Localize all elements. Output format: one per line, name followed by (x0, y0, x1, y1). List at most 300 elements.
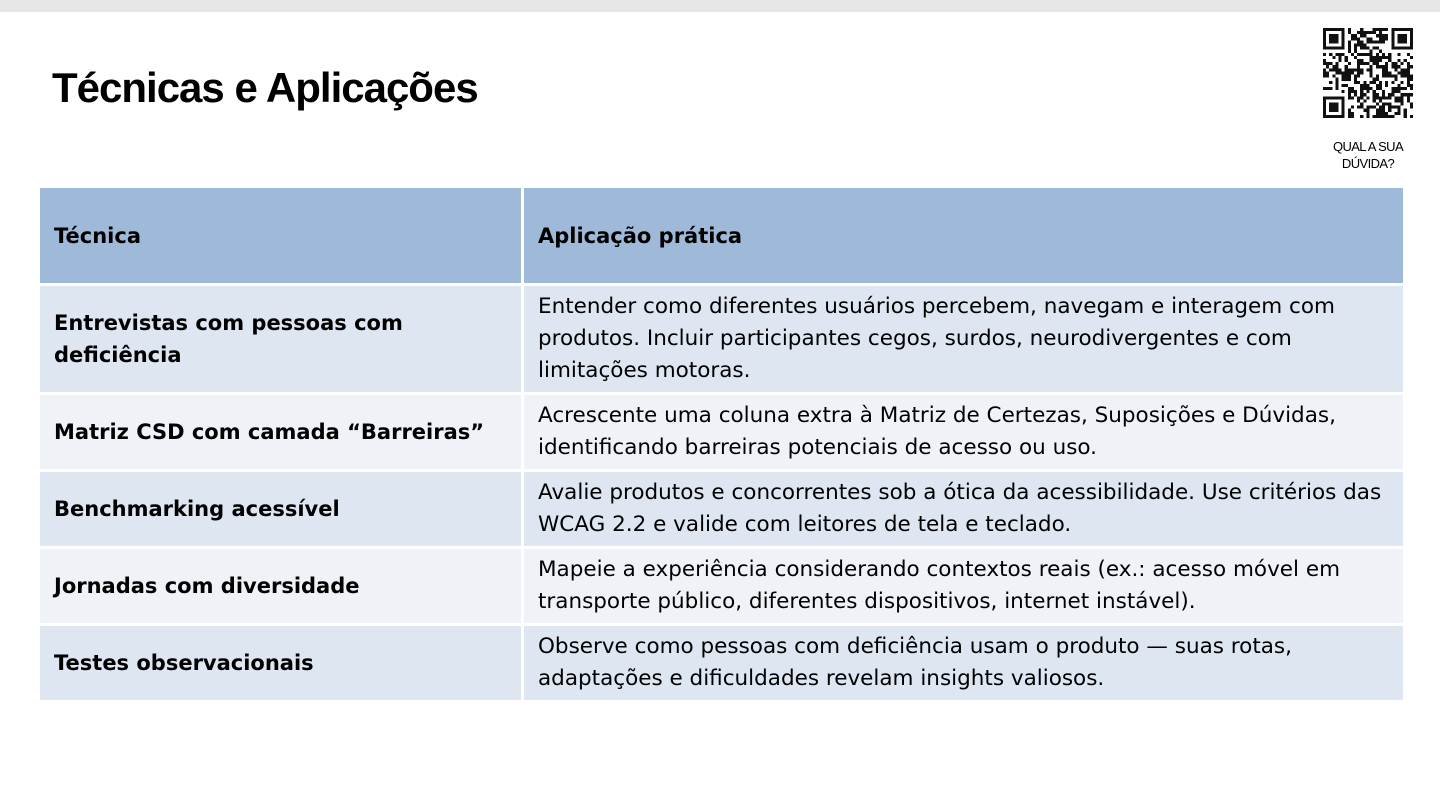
qr-module (1379, 81, 1382, 84)
qr-module (1407, 84, 1410, 87)
qr-module (1357, 75, 1360, 78)
qr-module (1382, 68, 1385, 71)
qr-module (1410, 28, 1413, 31)
qr-module (1339, 71, 1342, 74)
qr-module (1366, 109, 1369, 112)
qr-caption-line-2: DÚVIDA? (1341, 156, 1395, 171)
qr-module (1410, 56, 1413, 59)
qr-module (1404, 115, 1407, 118)
table-row (39, 548, 1405, 625)
qr-module (1348, 40, 1351, 43)
qr-module (1379, 106, 1382, 109)
qr-module (1370, 50, 1373, 53)
qr-module (1342, 53, 1345, 56)
qr-module (1342, 75, 1345, 78)
qr-module (1379, 50, 1382, 53)
qr-module (1401, 28, 1404, 31)
qr-module (1391, 28, 1394, 31)
qr-module (1370, 56, 1373, 59)
qr-module (1323, 28, 1326, 31)
qr-module (1382, 56, 1385, 59)
qr-module (1329, 28, 1332, 31)
qr-module (1323, 106, 1326, 109)
qr-module (1391, 37, 1394, 40)
qr-module (1360, 47, 1363, 50)
qr-module (1363, 53, 1366, 56)
qr-module (1370, 81, 1373, 84)
qr-module (1366, 96, 1369, 99)
qr-module (1404, 112, 1407, 115)
qr-module (1360, 62, 1363, 65)
qr-module (1323, 47, 1326, 50)
qr-module (1370, 37, 1373, 40)
qr-module (1329, 47, 1332, 50)
qr-module (1363, 47, 1366, 50)
qr-module (1351, 106, 1354, 109)
qr-module (1376, 65, 1379, 68)
techniques-table (37, 185, 1406, 703)
qr-module (1379, 40, 1382, 43)
qr-module (1357, 31, 1360, 34)
qr-module (1407, 78, 1410, 81)
qr-module (1407, 65, 1410, 68)
qr-module (1342, 40, 1345, 43)
qr-module (1332, 75, 1335, 78)
qr-module (1391, 47, 1394, 50)
technique-cell: Matriz CSD com camada “Barreiras” (39, 394, 523, 471)
qr-module (1363, 87, 1366, 90)
qr-module (1373, 99, 1376, 102)
qr-module (1332, 109, 1335, 112)
qr-module (1326, 28, 1329, 31)
qr-module (1401, 40, 1404, 43)
qr-module (1323, 112, 1326, 115)
qr-module (1404, 93, 1407, 96)
qr-module (1385, 37, 1388, 40)
qr-module (1373, 93, 1376, 96)
qr-module (1360, 68, 1363, 71)
qr-module (1332, 102, 1335, 105)
qr-module (1404, 59, 1407, 62)
qr-module (1397, 99, 1400, 102)
qr-module (1345, 56, 1348, 59)
qr-module (1388, 59, 1391, 62)
qr-module (1363, 81, 1366, 84)
qr-module (1348, 90, 1351, 93)
qr-module (1379, 109, 1382, 112)
qr-module (1357, 62, 1360, 65)
qr-module (1397, 87, 1400, 90)
qr-module (1394, 28, 1397, 31)
qr-module (1366, 31, 1369, 34)
qr-module (1354, 90, 1357, 93)
qr-module (1357, 68, 1360, 71)
qr-module (1357, 106, 1360, 109)
qr-module (1385, 112, 1388, 115)
qr-module (1376, 75, 1379, 78)
qr-module (1354, 93, 1357, 96)
qr-module (1397, 65, 1400, 68)
qr-module (1382, 96, 1385, 99)
qr-module (1401, 81, 1404, 84)
header-application: Aplicação prática (523, 187, 1405, 285)
qr-module (1360, 71, 1363, 74)
qr-module (1385, 115, 1388, 118)
qr-module (1373, 47, 1376, 50)
qr-module (1385, 65, 1388, 68)
qr-module (1370, 53, 1373, 56)
qr-module (1388, 75, 1391, 78)
qr-module (1376, 59, 1379, 62)
qr-module (1323, 40, 1326, 43)
qr-module (1335, 68, 1338, 71)
qr-module (1379, 84, 1382, 87)
qr-module (1354, 44, 1357, 47)
qr-module (1404, 28, 1407, 31)
qr-module (1354, 81, 1357, 84)
qr-module (1373, 56, 1376, 59)
qr-module (1348, 31, 1351, 34)
qr-module (1379, 87, 1382, 90)
qr-module (1360, 106, 1363, 109)
qr-module (1394, 68, 1397, 71)
qr-module (1326, 65, 1329, 68)
qr-module (1335, 47, 1338, 50)
qr-module (1366, 84, 1369, 87)
qr-module (1373, 96, 1376, 99)
qr-module (1342, 115, 1345, 118)
qr-module (1382, 34, 1385, 37)
qr-module (1332, 56, 1335, 59)
qr-module (1373, 78, 1376, 81)
qr-module (1360, 84, 1363, 87)
qr-module (1391, 115, 1394, 118)
qr-code-icon (1323, 28, 1413, 118)
qr-module (1332, 106, 1335, 109)
qr-module (1360, 53, 1363, 56)
qr-module (1323, 37, 1326, 40)
qr-module (1397, 84, 1400, 87)
qr-module (1385, 34, 1388, 37)
qr-module (1373, 115, 1376, 118)
qr-module (1329, 81, 1332, 84)
qr-module (1351, 53, 1354, 56)
qr-module (1407, 62, 1410, 65)
qr-module (1366, 53, 1369, 56)
qr-module (1391, 87, 1394, 90)
qr-module (1363, 84, 1366, 87)
qr-module (1397, 106, 1400, 109)
qr-module (1391, 90, 1394, 93)
qr-module (1388, 96, 1391, 99)
qr-module (1385, 56, 1388, 59)
qr-module (1323, 59, 1326, 62)
qr-module (1379, 99, 1382, 102)
qr-module (1335, 81, 1338, 84)
qr-module (1329, 109, 1332, 112)
qr-module (1370, 71, 1373, 74)
qr-module (1335, 102, 1338, 105)
qr-module (1376, 28, 1379, 31)
application-cell: Mapeie a experiência considerando contextos reais (ex.: acesso móvel em transporte público, diferentes dispositivos, internet instável). (523, 548, 1405, 625)
qr-module (1348, 75, 1351, 78)
qr-module (1410, 106, 1413, 109)
qr-module (1363, 109, 1366, 112)
qr-module (1366, 62, 1369, 65)
qr-module (1366, 40, 1369, 43)
qr-module (1401, 99, 1404, 102)
qr-module (1348, 28, 1351, 31)
qr-module (1357, 81, 1360, 84)
qr-module (1407, 53, 1410, 56)
qr-module (1376, 47, 1379, 50)
qr-module (1376, 109, 1379, 112)
qr-module (1326, 87, 1329, 90)
qr-module (1323, 109, 1326, 112)
qr-module (1376, 62, 1379, 65)
qr-module (1360, 34, 1363, 37)
application-cell: Acrescente uma coluna extra à Matriz de Certezas, Suposições e Dúvidas, identificando barreiras potenciais de acesso ou uso. (523, 394, 1405, 471)
qr-module (1335, 28, 1338, 31)
qr-module (1357, 37, 1360, 40)
qr-module (1342, 106, 1345, 109)
qr-module (1339, 59, 1342, 62)
qr-module (1407, 28, 1410, 31)
qr-module (1360, 59, 1363, 62)
qr-module (1376, 84, 1379, 87)
qr-module (1382, 115, 1385, 118)
qr-module (1332, 47, 1335, 50)
qr-module (1391, 40, 1394, 43)
qr-module (1329, 115, 1332, 118)
qr-module (1363, 34, 1366, 37)
qr-module (1394, 90, 1397, 93)
qr-module (1329, 106, 1332, 109)
qr-module (1397, 71, 1400, 74)
qr-module (1379, 115, 1382, 118)
qr-module (1376, 56, 1379, 59)
qr-module (1329, 62, 1332, 65)
technique-cell: Jornadas com diversidade (39, 548, 523, 625)
qr-module (1348, 112, 1351, 115)
qr-module (1370, 68, 1373, 71)
qr-module (1394, 78, 1397, 81)
qr-module (1410, 40, 1413, 43)
technique-cell: Entrevistas com pessoas com deficiência (39, 285, 523, 394)
qr-module (1397, 90, 1400, 93)
qr-module (1401, 102, 1404, 105)
qr-module (1382, 40, 1385, 43)
qr-module (1382, 109, 1385, 112)
qr-module (1339, 47, 1342, 50)
qr-module (1354, 68, 1357, 71)
qr-module (1339, 115, 1342, 118)
qr-module (1326, 62, 1329, 65)
qr-module (1410, 44, 1413, 47)
qr-module (1357, 44, 1360, 47)
qr-module (1329, 40, 1332, 43)
qr-module (1379, 37, 1382, 40)
qr-module (1404, 37, 1407, 40)
qr-module (1379, 56, 1382, 59)
qr-module (1397, 96, 1400, 99)
qr-module (1382, 93, 1385, 96)
qr-module (1401, 96, 1404, 99)
qr-module (1342, 84, 1345, 87)
qr-module (1342, 112, 1345, 115)
qr-module (1410, 84, 1413, 87)
qr-module (1370, 106, 1373, 109)
qr-module (1397, 47, 1400, 50)
qr-module (1388, 93, 1391, 96)
qr-module (1397, 34, 1400, 37)
qr-module (1397, 59, 1400, 62)
qr-module (1360, 93, 1363, 96)
qr-module (1360, 44, 1363, 47)
qr-module (1345, 65, 1348, 68)
qr-module (1385, 84, 1388, 87)
qr-module (1339, 96, 1342, 99)
qr-module (1357, 40, 1360, 43)
qr-module (1394, 65, 1397, 68)
qr-module (1357, 59, 1360, 62)
qr-module (1394, 47, 1397, 50)
qr-module (1329, 96, 1332, 99)
qr-module (1345, 71, 1348, 74)
qr-module (1376, 102, 1379, 105)
header-technique: Técnica (39, 187, 523, 285)
qr-module (1410, 31, 1413, 34)
qr-module (1363, 93, 1366, 96)
qr-module (1335, 106, 1338, 109)
qr-module (1326, 71, 1329, 74)
qr-module (1370, 40, 1373, 43)
qr-module (1376, 112, 1379, 115)
qr-module (1410, 75, 1413, 78)
qr-module (1376, 115, 1379, 118)
qr-module (1342, 44, 1345, 47)
qr-module (1391, 31, 1394, 34)
qr-module (1345, 68, 1348, 71)
qr-module (1382, 71, 1385, 74)
qr-module (1342, 109, 1345, 112)
qr-module (1332, 40, 1335, 43)
qr-module (1391, 75, 1394, 78)
qr-module (1401, 87, 1404, 90)
qr-module (1397, 109, 1400, 112)
qr-module (1329, 53, 1332, 56)
qr-module (1366, 112, 1369, 115)
qr-module (1351, 37, 1354, 40)
technique-cell: Testes observacionais (39, 625, 523, 702)
qr-module (1363, 44, 1366, 47)
qr-module (1335, 40, 1338, 43)
table-row (39, 394, 1405, 471)
qr-module (1348, 47, 1351, 50)
qr-module (1407, 93, 1410, 96)
qr-module (1354, 78, 1357, 81)
qr-module (1410, 47, 1413, 50)
qr-module (1326, 75, 1329, 78)
qr-module (1404, 34, 1407, 37)
qr-module (1373, 81, 1376, 84)
qr-module (1363, 62, 1366, 65)
qr-module (1401, 93, 1404, 96)
qr-module (1407, 99, 1410, 102)
qr-module (1363, 99, 1366, 102)
qr-module (1323, 96, 1326, 99)
qr-module (1391, 65, 1394, 68)
qr-module (1323, 31, 1326, 34)
qr-module (1332, 34, 1335, 37)
technique-cell: Benchmarking acessível (39, 471, 523, 548)
qr-module (1404, 87, 1407, 90)
qr-module (1332, 115, 1335, 118)
qr-module (1342, 96, 1345, 99)
qr-module (1401, 68, 1404, 71)
qr-module (1370, 75, 1373, 78)
qr-module (1360, 90, 1363, 93)
qr-module (1335, 71, 1338, 74)
qr-module (1323, 34, 1326, 37)
qr-module (1326, 96, 1329, 99)
qr-block (1316, 28, 1420, 172)
qr-module (1360, 31, 1363, 34)
qr-module (1376, 78, 1379, 81)
qr-module (1323, 115, 1326, 118)
qr-module (1323, 71, 1326, 74)
qr-module (1335, 84, 1338, 87)
table-row (39, 625, 1405, 702)
qr-module (1379, 31, 1382, 34)
qr-module (1335, 78, 1338, 81)
qr-module (1404, 75, 1407, 78)
qr-module (1373, 62, 1376, 65)
qr-module (1348, 109, 1351, 112)
qr-module (1366, 115, 1369, 118)
qr-module (1385, 96, 1388, 99)
qr-module (1335, 115, 1338, 118)
qr-module (1335, 65, 1338, 68)
qr-module (1410, 102, 1413, 105)
qr-module (1348, 71, 1351, 74)
qr-module (1379, 28, 1382, 31)
qr-module (1410, 78, 1413, 81)
qr-module (1345, 59, 1348, 62)
table-row (39, 285, 1405, 394)
qr-module (1323, 75, 1326, 78)
qr-module (1357, 53, 1360, 56)
qr-module (1354, 75, 1357, 78)
page-title: Técnicas e Aplicações (52, 64, 478, 111)
table-header-row (39, 187, 1405, 285)
qr-module (1342, 90, 1345, 93)
qr-module (1385, 68, 1388, 71)
qr-module (1342, 37, 1345, 40)
qr-module (1345, 84, 1348, 87)
application-cell: Entender como diferentes usuários percebem, navegam e interagem com produtos. Incluir participantes cegos, surdos, neurodivergentes e com limitações motoras. (523, 285, 1405, 394)
qr-module (1379, 34, 1382, 37)
qr-module (1326, 115, 1329, 118)
qr-module (1360, 115, 1363, 118)
qr-module (1394, 99, 1397, 102)
qr-module (1404, 47, 1407, 50)
qr-module (1376, 93, 1379, 96)
qr-module (1394, 75, 1397, 78)
qr-module (1342, 71, 1345, 74)
qr-module (1401, 75, 1404, 78)
qr-module (1388, 106, 1391, 109)
